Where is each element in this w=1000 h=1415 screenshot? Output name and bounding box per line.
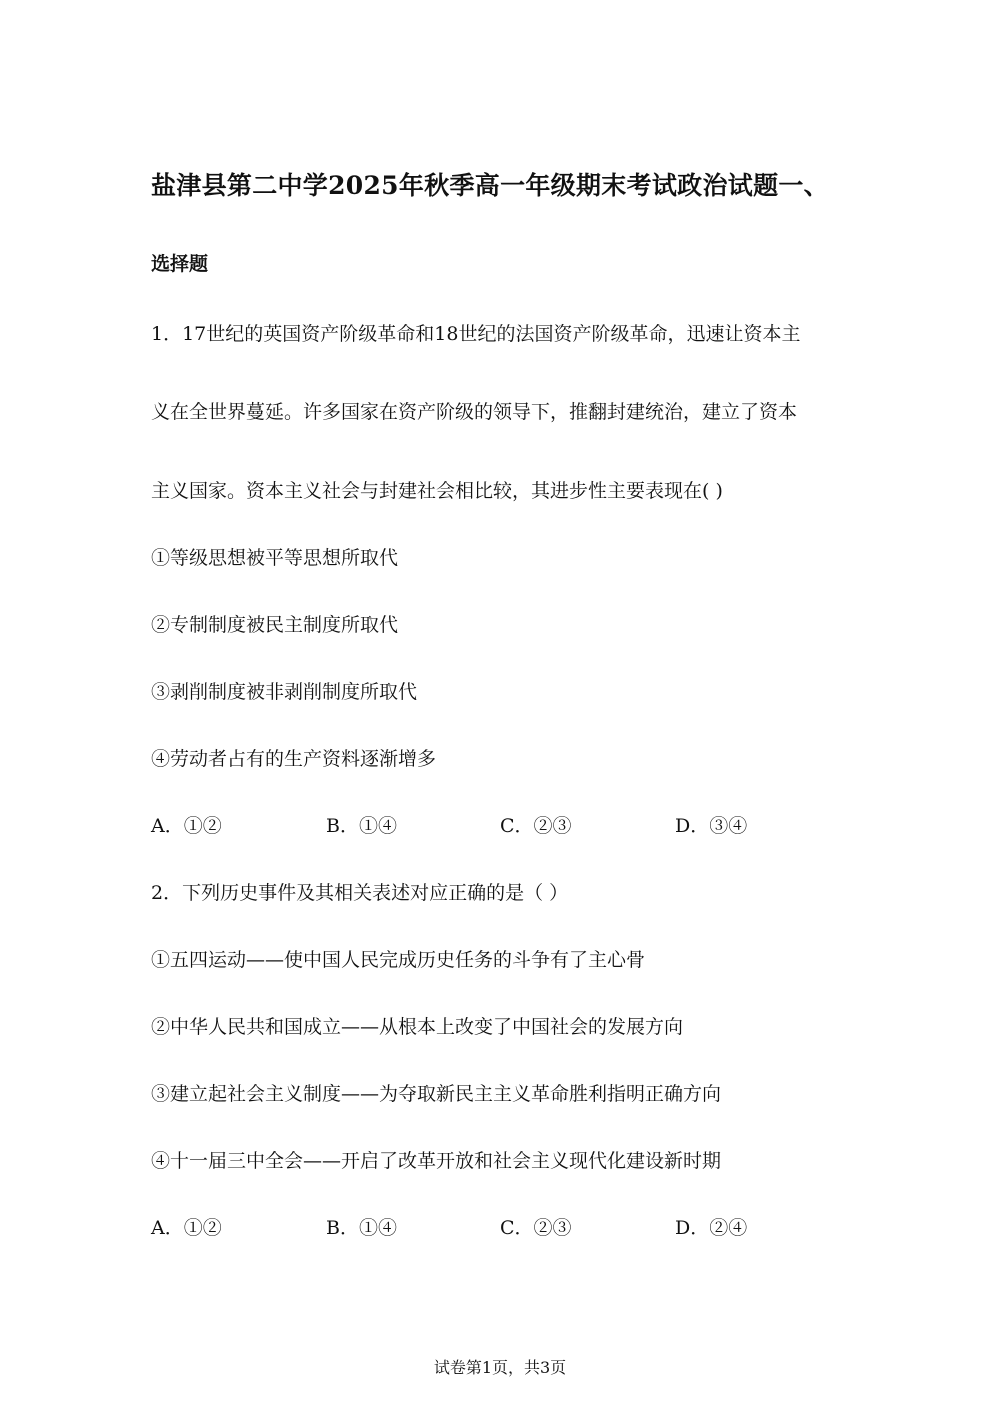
page-footer: 试卷第1页，共3页: [433, 1358, 567, 1377]
q1-stem-line-3: 主义国家。资本主义社会与封建社会相比较，其进步性主要表现在( ): [151, 480, 723, 502]
q1-item-2: ②专制制度被民主制度所取代: [151, 614, 399, 636]
q1-option-a[interactable]: A．①②: [151, 815, 222, 837]
q1-stem-line-1: 1．17世纪的英国资产阶级革命和18世纪的法国资产阶级革命，迅速让资本主: [151, 323, 801, 345]
q1-stem-line-2: 义在全世界蔓延。许多国家在资产阶级的领导下，推翻封建统治，建立了资本: [151, 401, 798, 423]
q2-item-4: ④十一届三中全会——开启了改革开放和社会主义现代化建设新时期: [151, 1150, 722, 1172]
q1-option-c[interactable]: C．②③: [500, 815, 572, 837]
q1-item-3: ③剥削制度被非剥削制度所取代: [151, 681, 418, 703]
q2-option-c[interactable]: C．②③: [500, 1217, 572, 1239]
q1-item-4: ④劳动者占有的生产资料逐渐增多: [151, 748, 437, 770]
q2-option-b[interactable]: B．①④: [326, 1217, 397, 1239]
q1-item-1: ①等级思想被平等思想所取代: [151, 547, 399, 569]
q2-item-3: ③建立起社会主义制度——为夺取新民主主义革命胜利指明正确方向: [151, 1083, 722, 1105]
q2-item-2: ②中华人民共和国成立——从根本上改变了中国社会的发展方向: [151, 1016, 684, 1038]
q1-options: [151, 811, 851, 841]
q2-stem: 2．下列历史事件及其相关表述对应正确的是（ ）: [151, 882, 569, 904]
q1-option-d[interactable]: D．③④: [675, 815, 748, 837]
q2-option-a[interactable]: A．①②: [151, 1217, 222, 1239]
q2-option-d[interactable]: D．②④: [675, 1217, 748, 1239]
exam-title: 盐津县第二中学2025年秋季高一年级期末考试政治试题一、: [151, 171, 829, 200]
q2-options: [151, 1213, 851, 1243]
q2-item-1: ①五四运动——使中国人民完成历史任务的斗争有了主心骨: [151, 949, 646, 971]
q1-option-b[interactable]: B．①④: [326, 815, 397, 837]
section-heading: 选择题: [151, 253, 209, 275]
